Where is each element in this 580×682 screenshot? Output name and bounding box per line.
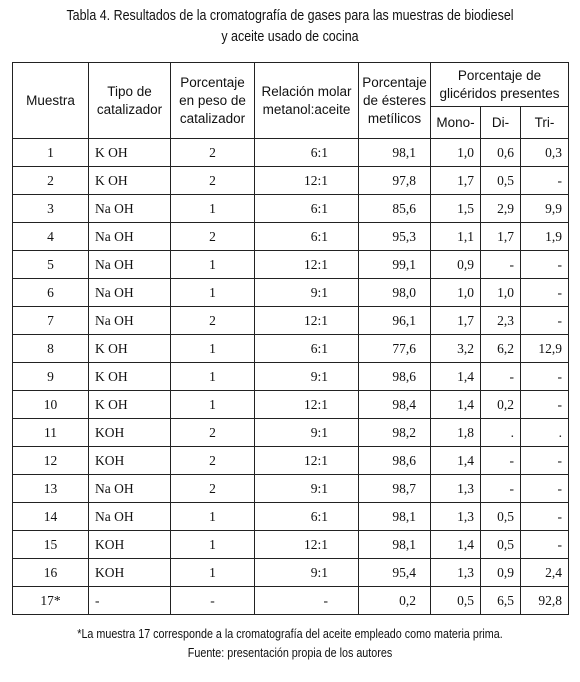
cell-relacion-molar: 9:1 [255, 363, 359, 391]
cell-tri: - [521, 475, 569, 503]
header-di: Di- [481, 107, 521, 139]
cell-tri: 92,8 [521, 587, 569, 615]
cell-tri: - [521, 447, 569, 475]
cell-tri: - [521, 503, 569, 531]
table-row [13, 167, 569, 195]
table-row [13, 503, 569, 531]
cell-muestra: 11 [13, 419, 89, 447]
cell-di: 2,9 [481, 195, 521, 223]
cell-di: 6,2 [481, 335, 521, 363]
cell-tipo-catalizador: KOH [89, 559, 171, 587]
cell-tri: - [521, 363, 569, 391]
table-row [13, 307, 569, 335]
cell-muestra: 1 [13, 139, 89, 167]
header-muestra-text: Muestra [26, 92, 75, 108]
header-porcentaje-line1: Porcentaje [180, 74, 245, 90]
cell-muestra: 6 [13, 279, 89, 307]
cell-tipo-catalizador: KOH [89, 447, 171, 475]
cell-tipo-catalizador: Na OH [89, 307, 171, 335]
cell-muestra: 16 [13, 559, 89, 587]
cell-muestra: 5 [13, 251, 89, 279]
cell-di: 1,0 [481, 279, 521, 307]
cell-mono: 1,5 [431, 195, 481, 223]
cell-porcentaje-peso: 2 [171, 447, 255, 475]
cell-di: - [481, 475, 521, 503]
table-row [13, 195, 569, 223]
cell-porcentaje-peso: 2 [171, 307, 255, 335]
header-tipo-catalizador [89, 63, 171, 139]
cell-porcentaje-peso: 1 [171, 503, 255, 531]
cell-porcentaje-peso: 1 [171, 195, 255, 223]
cell-porcentaje-peso: 1 [171, 559, 255, 587]
cell-esteres: 98,7 [359, 475, 431, 503]
cell-tri: - [521, 531, 569, 559]
table-row [13, 559, 569, 587]
cell-esteres: 0,2 [359, 587, 431, 615]
cell-esteres: 98,1 [359, 139, 431, 167]
cell-relacion-molar: 6:1 [255, 139, 359, 167]
cell-esteres: 98,1 [359, 531, 431, 559]
cell-tipo-catalizador: K OH [89, 335, 171, 363]
footnote: *La muestra 17 corresponde a la cromatografía del aceite empleado como materia prima. [77, 627, 503, 641]
cell-mono: 1,0 [431, 279, 481, 307]
header-relacion-line1: Relación molar [261, 83, 352, 99]
cell-relacion-molar: 6:1 [255, 223, 359, 251]
cell-mono: 1,7 [431, 167, 481, 195]
cell-tri: . [521, 419, 569, 447]
cell-muestra: 2 [13, 167, 89, 195]
cell-esteres: 96,1 [359, 307, 431, 335]
table-row [13, 251, 569, 279]
cell-muestra: 12 [13, 447, 89, 475]
cell-tri: - [521, 307, 569, 335]
table-row [13, 391, 569, 419]
cell-relacion-molar: 6:1 [255, 335, 359, 363]
table-row [13, 139, 569, 167]
cell-relacion-molar: 12:1 [255, 167, 359, 195]
cell-tri: 1,9 [521, 223, 569, 251]
cell-porcentaje-peso: 1 [171, 531, 255, 559]
cell-muestra: 7 [13, 307, 89, 335]
cell-di: 1,7 [481, 223, 521, 251]
cell-muestra: 10 [13, 391, 89, 419]
cell-mono: 1,3 [431, 559, 481, 587]
cell-relacion-molar: 12:1 [255, 251, 359, 279]
cell-relacion-molar: 12:1 [255, 307, 359, 335]
source-note: Fuente: presentación propia de los autores [187, 646, 393, 660]
table-row [13, 587, 569, 615]
cell-relacion-molar: 12:1 [255, 447, 359, 475]
cell-porcentaje-peso: 1 [171, 335, 255, 363]
cell-muestra: 4 [13, 223, 89, 251]
cell-relacion-molar: - [255, 587, 359, 615]
header-esteres-line1: Porcentaje [362, 74, 427, 90]
cell-mono: 1,8 [431, 419, 481, 447]
cell-muestra: 13 [13, 475, 89, 503]
header-tri: Tri- [521, 107, 569, 139]
cell-esteres: 85,6 [359, 195, 431, 223]
cell-tipo-catalizador: K OH [89, 391, 171, 419]
cell-di: 0,2 [481, 391, 521, 419]
cell-mono: 1,0 [431, 139, 481, 167]
table-row [13, 419, 569, 447]
table-row [13, 335, 569, 363]
cell-mono: 1,3 [431, 503, 481, 531]
cell-di: 2,3 [481, 307, 521, 335]
cell-esteres: 98,4 [359, 391, 431, 419]
cell-esteres: 98,6 [359, 447, 431, 475]
cell-di: 0,5 [481, 167, 521, 195]
cell-muestra: 9 [13, 363, 89, 391]
cell-relacion-molar: 9:1 [255, 419, 359, 447]
cell-porcentaje-peso: 2 [171, 139, 255, 167]
cell-muestra: 8 [13, 335, 89, 363]
cell-tipo-catalizador: - [89, 587, 171, 615]
cell-porcentaje-peso: 1 [171, 391, 255, 419]
table-row [13, 447, 569, 475]
cell-tipo-catalizador: K OH [89, 167, 171, 195]
cell-di: . [481, 419, 521, 447]
cell-relacion-molar: 9:1 [255, 279, 359, 307]
cell-mono: 1,3 [431, 475, 481, 503]
cell-porcentaje-peso: 2 [171, 419, 255, 447]
caption-line-2: y aceite usado de cocina [221, 29, 359, 45]
cell-mono: 3,2 [431, 335, 481, 363]
cell-tipo-catalizador: Na OH [89, 223, 171, 251]
header-esteres-line2: de ésteres [362, 92, 427, 108]
cell-tri: - [521, 167, 569, 195]
cell-mono: 1,4 [431, 447, 481, 475]
cell-tipo-catalizador: Na OH [89, 251, 171, 279]
header-gliceridos [431, 63, 569, 107]
cell-esteres: 97,8 [359, 167, 431, 195]
cell-di: 0,5 [481, 503, 521, 531]
cell-tri: 12,9 [521, 335, 569, 363]
header-porcentaje-peso [171, 63, 255, 139]
cell-mono: 1,1 [431, 223, 481, 251]
cell-tipo-catalizador: Na OH [89, 503, 171, 531]
cell-relacion-molar: 6:1 [255, 195, 359, 223]
cell-porcentaje-peso: 1 [171, 279, 255, 307]
cell-esteres: 95,4 [359, 559, 431, 587]
header-tipo-line2: catalizador [96, 101, 163, 117]
table-row [13, 363, 569, 391]
table-row [13, 475, 569, 503]
cell-esteres: 98,1 [359, 503, 431, 531]
table-row [13, 279, 569, 307]
header-relacion-molar [255, 63, 359, 139]
cell-tri: - [521, 391, 569, 419]
cell-di: 6,5 [481, 587, 521, 615]
header-muestra [13, 63, 89, 139]
table-body [13, 139, 569, 615]
cell-esteres: 99,1 [359, 251, 431, 279]
cell-esteres: 95,3 [359, 223, 431, 251]
cell-muestra: 15 [13, 531, 89, 559]
header-mono: Mono- [431, 107, 481, 139]
header-gliceridos-line1: Porcentaje de [457, 67, 542, 83]
cell-tri: 9,9 [521, 195, 569, 223]
cell-esteres: 98,0 [359, 279, 431, 307]
cell-relacion-molar: 9:1 [255, 475, 359, 503]
cell-di: 0,6 [481, 139, 521, 167]
cell-muestra: 14 [13, 503, 89, 531]
header-relacion-line2: metanol:aceite [262, 101, 351, 117]
cell-relacion-molar: 9:1 [255, 559, 359, 587]
cell-tri: 2,4 [521, 559, 569, 587]
cell-tipo-catalizador: K OH [89, 363, 171, 391]
header-gliceridos-line2: glicéridos presentes [439, 85, 560, 101]
caption-line-1: Tabla 4. Resultados de la cromatografía de gases para las muestras de biodiesel [66, 8, 514, 24]
cell-tipo-catalizador: KOH [89, 531, 171, 559]
cell-di: - [481, 447, 521, 475]
cell-tri: - [521, 251, 569, 279]
cell-tipo-catalizador: Na OH [89, 195, 171, 223]
results-table [12, 62, 569, 615]
cell-di: 0,9 [481, 559, 521, 587]
cell-tipo-catalizador: K OH [89, 139, 171, 167]
header-porcentaje-line3: catalizador [179, 110, 246, 126]
cell-tipo-catalizador: KOH [89, 419, 171, 447]
cell-muestra: 3 [13, 195, 89, 223]
cell-muestra: 17* [13, 587, 89, 615]
cell-esteres: 77,6 [359, 335, 431, 363]
cell-porcentaje-peso: 1 [171, 251, 255, 279]
header-row [13, 63, 569, 107]
cell-relacion-molar: 12:1 [255, 531, 359, 559]
header-esteres-line3: metílicos [367, 110, 422, 126]
cell-tipo-catalizador: Na OH [89, 475, 171, 503]
header-esteres [359, 63, 431, 139]
cell-esteres: 98,2 [359, 419, 431, 447]
cell-mono: 0,5 [431, 587, 481, 615]
cell-mono: 1,7 [431, 307, 481, 335]
cell-mono: 1,4 [431, 363, 481, 391]
cell-relacion-molar: 6:1 [255, 503, 359, 531]
header-porcentaje-line2: en peso de [179, 92, 246, 108]
cell-porcentaje-peso: 1 [171, 363, 255, 391]
cell-mono: 0,9 [431, 251, 481, 279]
cell-porcentaje-peso: - [171, 587, 255, 615]
cell-tri: 0,3 [521, 139, 569, 167]
cell-di: 0,5 [481, 531, 521, 559]
cell-di: - [481, 363, 521, 391]
cell-porcentaje-peso: 2 [171, 167, 255, 195]
cell-esteres: 98,6 [359, 363, 431, 391]
cell-porcentaje-peso: 2 [171, 475, 255, 503]
table-row [13, 531, 569, 559]
cell-di: - [481, 251, 521, 279]
cell-relacion-molar: 12:1 [255, 391, 359, 419]
cell-tipo-catalizador: Na OH [89, 279, 171, 307]
table-caption [41, 6, 540, 48]
cell-mono: 1,4 [431, 391, 481, 419]
table-row [13, 223, 569, 251]
cell-tri: - [521, 279, 569, 307]
header-tipo-line1: Tipo de [107, 83, 152, 99]
cell-porcentaje-peso: 2 [171, 223, 255, 251]
cell-mono: 1,4 [431, 531, 481, 559]
